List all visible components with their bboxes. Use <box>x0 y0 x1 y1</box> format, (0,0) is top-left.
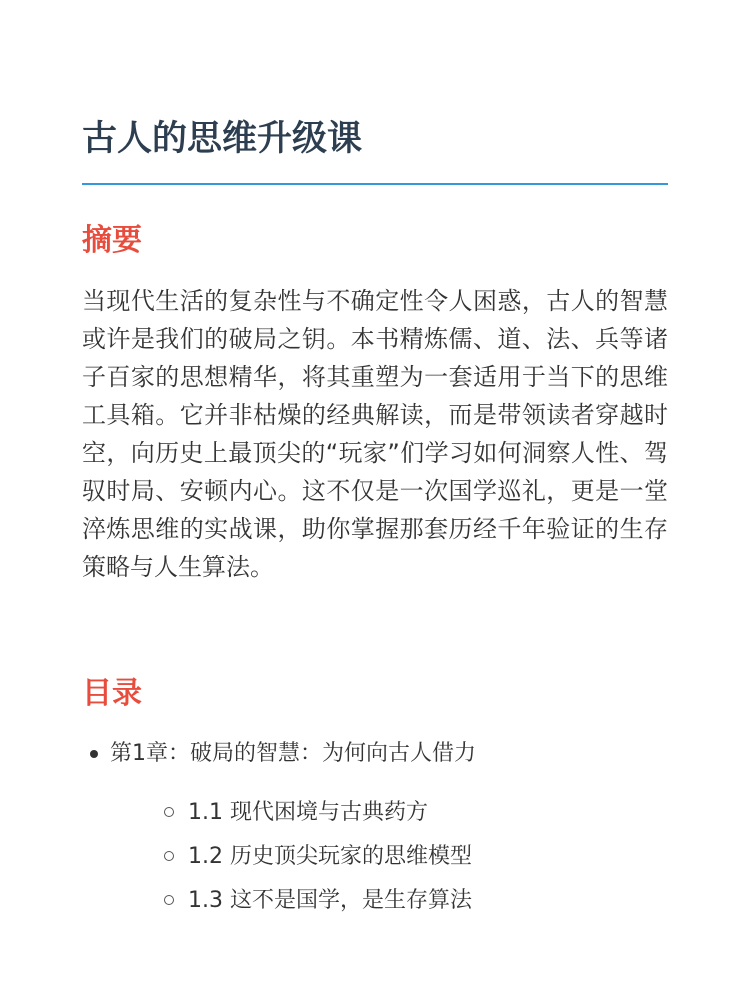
bullet-circle-icon <box>164 807 174 817</box>
bullet-circle-icon <box>164 851 174 861</box>
toc-heading: 目录 <box>82 676 142 711</box>
bullet-disc-icon <box>90 750 98 758</box>
toc-section-label: 1.3 这不是国学，是生存算法 <box>188 888 472 913</box>
toc-chapter-1 <box>110 734 476 774</box>
toc-section-1-3 <box>188 881 472 921</box>
toc-section-label: 1.2 历史顶尖玩家的思维模型 <box>188 844 472 869</box>
bullet-circle-icon <box>164 895 174 905</box>
toc-section-label: 1.1 现代困境与古典药方 <box>188 800 428 825</box>
toc-section-1-1 <box>188 793 428 833</box>
summary-paragraph: 当现代生活的复杂性与不确定性令人困惑，古人的智慧或许是我们的破局之钥。本书精炼儒、道、法、兵等诸子百家的思想精华，将其重塑为一套适用于当下的思维工具箱。它并非枯燥的经典解读，而是带领读者穿越时空，向历史上最顶尖的“玩家”们学习如何洞察人性、驾驭时局、安顿内心。这不仅是一次国学巡礼，更是一堂淬炼思维的实战课，助你掌握那套历经千年验证的生存策略与人生算法。 <box>82 287 668 581</box>
toc-chapter-label: 第1章：破局的智慧：为何向古人借力 <box>110 741 476 766</box>
title-divider <box>82 183 668 185</box>
summary-heading: 摘要 <box>82 223 142 258</box>
book-title: 古人的思维升级课 <box>82 119 363 159</box>
toc-section-1-2 <box>188 837 472 877</box>
